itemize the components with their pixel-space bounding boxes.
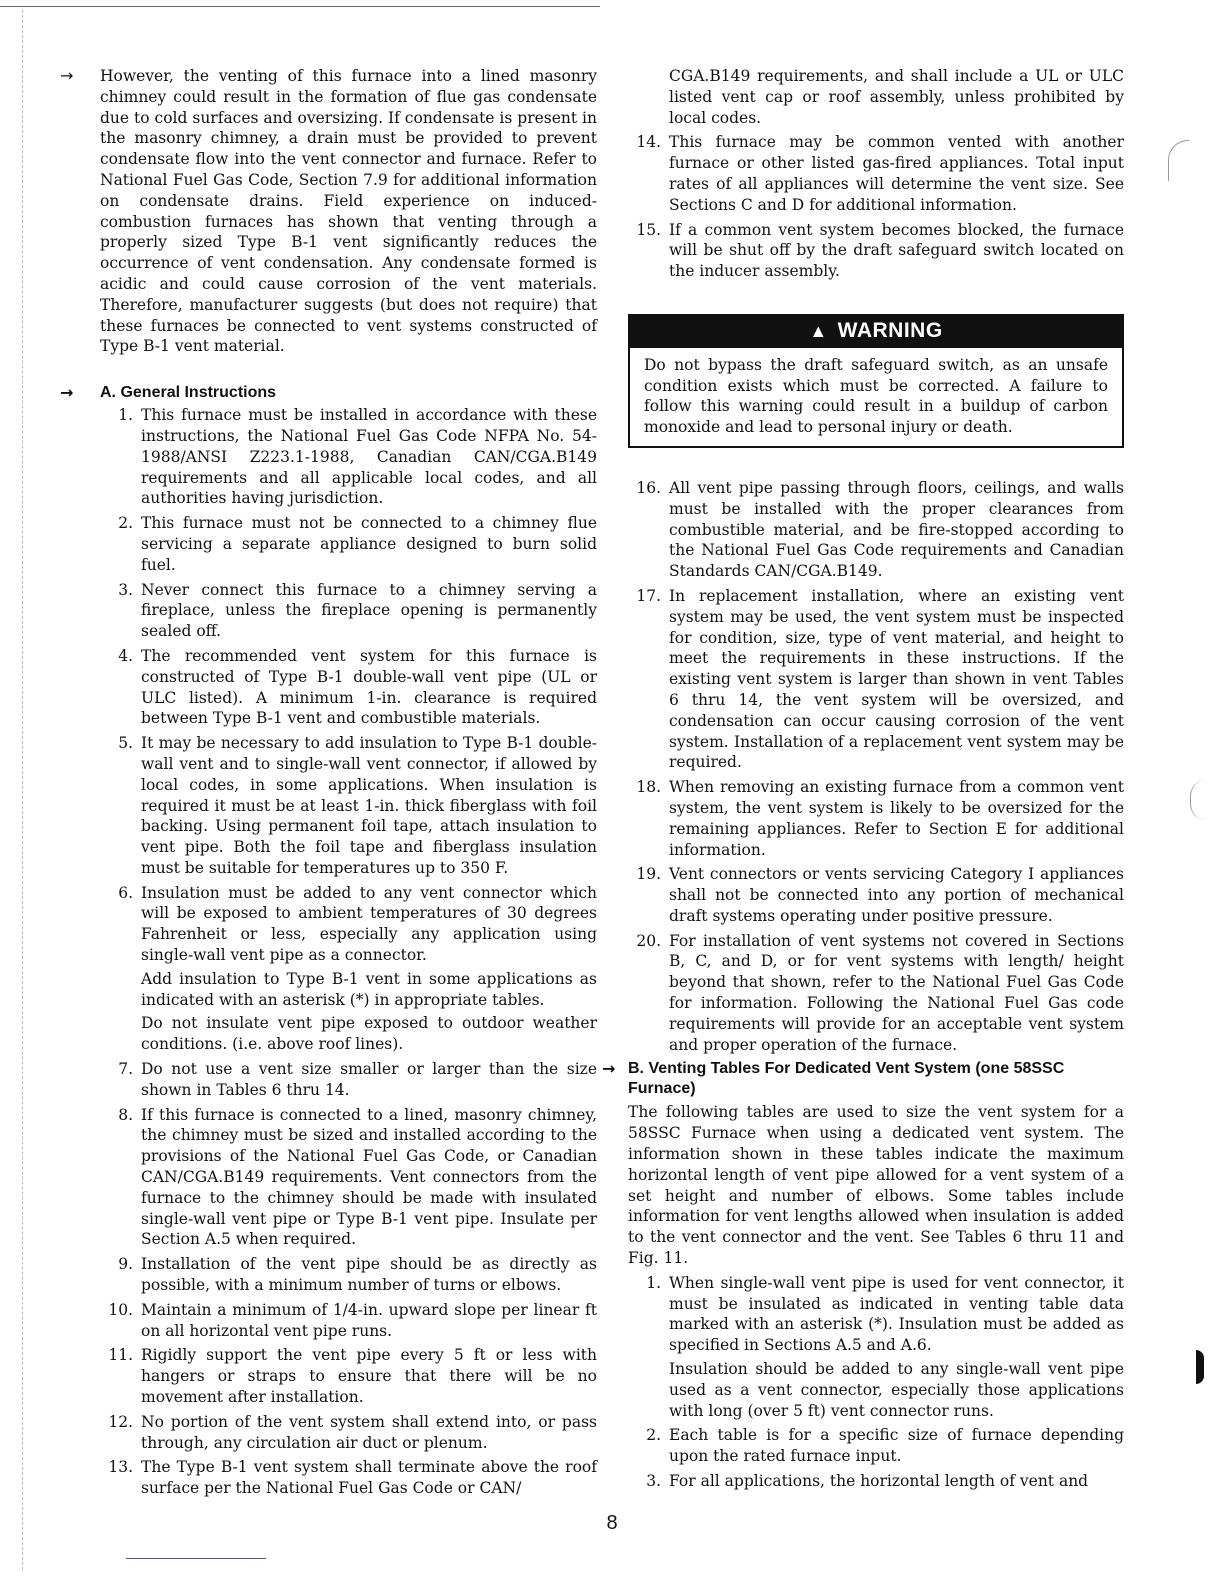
warning-header xyxy=(630,316,1122,348)
scan-mark xyxy=(1168,140,1189,181)
scan-mark xyxy=(1190,780,1207,820)
item-text: The Type B-1 vent system shall terminate above the roof surface per the National Fuel Gas Code or CAN/ xyxy=(141,1458,597,1498)
item-text: Rigidly support the vent pipe every 5 ft or less with hangers or straps to ensure that there will be no movement after installation. xyxy=(141,1346,597,1407)
list-item xyxy=(628,777,1124,860)
section-a-list-continued-2 xyxy=(628,478,1124,1056)
list-item xyxy=(628,478,1124,582)
section-a-list xyxy=(100,405,597,1499)
item-number: 13. xyxy=(108,1458,133,1477)
list-item xyxy=(628,1425,1124,1467)
item-text: Maintain a minimum of 1/4-in. upward slope per linear ft on all horizontal vent pipe runs. xyxy=(141,1300,597,1340)
section-a-title: A. General Instructions xyxy=(100,384,277,402)
left-column xyxy=(60,66,597,1503)
list-item xyxy=(628,1273,1124,1422)
item-text: The recommended vent system for this furnace is constructed of Type B-1 double-wall vent pipe (UL or ULC listed). A minimum 1-in. clearance is required between Type B-1 vent and combustible materials. xyxy=(141,646,597,728)
item-number: 10. xyxy=(108,1300,133,1319)
item-number: 11. xyxy=(108,1346,133,1365)
list-item xyxy=(100,1105,597,1251)
list-item xyxy=(100,733,597,879)
item-number: 9. xyxy=(118,1255,133,1274)
item-text: If a common vent system becomes blocked, the furnace will be shut off by the draft safeguard switch located on the inducer assembly. xyxy=(669,220,1124,281)
list-item xyxy=(628,931,1124,1056)
section-b-list xyxy=(628,1273,1124,1492)
section-b-heading xyxy=(602,1059,1124,1099)
item-text: For all applications, the horizontal length of vent and xyxy=(669,1472,1089,1491)
item-text: Insulation must be added to any vent connector which will be exposed to ambient temperatures of 30 degrees Fahrenheit or less, especially any application using single-wall vent pipe as a connector. xyxy=(141,883,597,965)
item-number: 18. xyxy=(636,778,661,797)
right-column xyxy=(602,66,1124,1496)
item-text: When removing an existing furnace from a common vent system, the vent system is likely to be oversized for the remaining appliances. Refer to Section E for additional information. xyxy=(669,778,1124,859)
item-text: This furnace may be common vented with another furnace or other listed gas-fired appliances. Total input rates of all appliances will determine the vent size. See Sections C and D for additional information. xyxy=(669,133,1124,214)
list-item xyxy=(628,586,1124,773)
item-number: 5. xyxy=(118,734,133,753)
list-item xyxy=(100,1300,597,1342)
item-text: If this furnace is connected to a lined, masonry chimney, the chimney must be sized and installed according to the provisions of the National Fuel Gas Code, or Canadian CAN/CGA.B149 requirements. Vent connectors from the furnace to the chimney should be made with insulated single-wall vent pipe or Type B-1 vent pipe. Insulate per Section A.5 when required. xyxy=(141,1105,597,1249)
footnote-rule xyxy=(126,1558,266,1559)
list-item xyxy=(100,1412,597,1454)
list-item xyxy=(628,132,1124,215)
intro-text: However, the venting of this furnace into a lined masonry chimney could result in the formation of flue gas condensate due to cold surfaces and oversizing. If condensate is present in the masonry chimney, a drain must be provided to prevent condensate flow into the vent connector and furnace. Refer to National Fuel Gas Code, Section 7.9 for additional information on condensate drains. Field experience on induced-combustion furnaces has shown that venting through a properly sized Type B-1 vent significantly reduces the occurrence of vent condensation. Any condensate formed is acidic and could cause corrosion of the vent materials. Therefore, manufacturer suggests (but does not require) that these furnaces be connected to vent systems constructed of Type B-1 vent material. xyxy=(100,67,597,356)
top-rule xyxy=(0,6,600,7)
list-item xyxy=(628,1471,1124,1492)
list-item xyxy=(100,513,597,575)
warning-text: Do not bypass the draft safeguard switch, as an unsafe condition exists which must be corrected. A failure to follow this warning could result in a buildup of carbon monoxide and lead to personal injury or death. xyxy=(644,355,1108,437)
item-text: This furnace must not be connected to a chimney flue servicing a separate appliance designed to burn solid fuel. xyxy=(141,514,597,574)
item-number: 1. xyxy=(646,1273,661,1292)
warning-title: WARNING xyxy=(837,318,943,342)
item-text: Never connect this furnace to a chimney serving a fireplace, unless the fireplace opening is permanently sealed off. xyxy=(141,580,597,641)
item-text: For installation of vent systems not covered in Sections B, C, and D, or for vent systems with length/ height beyond that shown, refer to the National Fuel Gas Code for information. Following the National Fuel Gas code requirements will provide for an acceptable vent system and proper operation of the furnace. xyxy=(669,931,1124,1054)
item-text: It may be necessary to add insulation to Type B-1 double-wall vent and to single-wall vent connector, if allowed by local codes, in some applications. When insulation is required it must be at least 1-in. thick fiberglass with foil backing. Using permanent foil tape, attach insulation to vent pipe. Both the foil tape and fiberglass insulation must be suitable for temperatures up to 350 F. xyxy=(141,734,597,877)
intro-paragraph xyxy=(60,66,597,357)
item-number: 7. xyxy=(118,1060,133,1079)
list-item xyxy=(628,864,1124,926)
scan-edge xyxy=(22,10,23,1570)
item-number: 1. xyxy=(118,406,133,425)
item-text: When single-wall vent pipe is used for vent connector, it must be insulated as indicated in venting table data marked with an asterisk (*). Insulation must be added as specified in Sections A.5 and A.6. xyxy=(669,1273,1124,1355)
item-number: 2. xyxy=(646,1426,661,1445)
item-number: 2. xyxy=(118,514,133,533)
warning-box xyxy=(628,314,1124,448)
item-subparagraph: Insulation should be added to any single-wall vent pipe used as a vent connector, especially those applications with long (over 5 ft) vent connector runs. xyxy=(669,1360,1124,1420)
item-number: 17. xyxy=(636,586,661,605)
item-text: No portion of the vent system shall extend into, or pass through, any circulation air duct or plenum. xyxy=(141,1412,597,1452)
item-subparagraph: Add insulation to Type B-1 vent in some applications as indicated with an asterisk (*) in appropriate tables. xyxy=(141,969,597,1009)
change-arrow-icon: → xyxy=(602,1059,616,1079)
item-number: 3. xyxy=(118,580,133,599)
item-text: In replacement installation, where an existing vent system may be used, the vent system must be inspected for condition, size, type of vent material, and height to meet the requirements in these instructions. If the existing vent system is larger than shown in vent Tables 6 thru 14, the vent system will be oversized, and condensation can occur causing corrosion of the vent system. Installation of a replacement vent system may be required. xyxy=(669,586,1124,772)
list-item xyxy=(100,883,597,1055)
item-text: This furnace must be installed in accordance with these instructions, the National Fuel Gas Code NFPA No. 54-1988/ANSI Z223.1-1988, Canadian CAN/CGA.B149 requirements and all applicable local codes, and all authorities having jurisdiction. xyxy=(141,406,597,508)
item-number: 3. xyxy=(646,1472,661,1491)
item-text: Vent connectors or vents servicing Category I appliances shall not be connected into any portion of mechanical draft systems operating under positive pressure. xyxy=(669,865,1124,925)
item-number: 4. xyxy=(118,646,133,665)
list-item xyxy=(100,1345,597,1407)
item-number: 19. xyxy=(636,865,661,884)
item-number: 6. xyxy=(118,883,133,902)
item-text: Installation of the vent pipe should be as directly as possible, with a minimum number of turns or elbows. xyxy=(141,1255,597,1295)
item-number: 16. xyxy=(636,478,661,497)
list-item xyxy=(100,1457,597,1499)
item-text: Each table is for a specific size of furnace depending upon the rated furnace input. xyxy=(669,1426,1124,1466)
list-item xyxy=(100,646,597,729)
item-text: Do not use a vent size smaller or larger than the size shown in Tables 6 thru 14. xyxy=(141,1060,597,1099)
section-b-title: B. Venting Tables For Dedicated Vent System (one 58SSC Furnace) xyxy=(628,1060,1065,1098)
page-number: 8 xyxy=(606,1512,618,1534)
list-item xyxy=(100,1254,597,1296)
list-item xyxy=(100,580,597,642)
list-item xyxy=(100,1059,597,1101)
item-subparagraph: Do not insulate vent pipe exposed to outdoor weather conditions. (i.e. above roof lines). xyxy=(141,1014,597,1054)
warning-triangle-icon: ▲ xyxy=(809,320,828,341)
item-number: 8. xyxy=(118,1105,133,1124)
section-b-intro: The following tables are used to size the vent system for a 58SSC Furnace when using a dedicated vent system. The information shown in these tables indicate the maximum horizontal length of vent pipe allowed for a vent system of a set height and number of elbows. Some tables include information for vent lengths allowed when insulation is added to the vent connector and the vent. See Tables 6 thru 11 and Fig. 11. xyxy=(628,1103,1124,1268)
section-a-list-continued xyxy=(628,132,1124,282)
section-a-heading xyxy=(60,383,597,403)
list-item xyxy=(628,220,1124,282)
change-arrow-icon: → xyxy=(60,383,74,403)
item-number: 14. xyxy=(636,133,661,152)
item-13-continuation: CGA.B149 requirements, and shall include a UL or ULC listed vent cap or roof assembly, unless prohibited by local codes. xyxy=(669,67,1124,127)
item-text: All vent pipe passing through floors, ceilings, and walls must be installed with the proper clearances from combustible material, and be fire-stopped according to the National Fuel Gas Code requirements and Canadian Standards CAN/CGA.B149. xyxy=(669,478,1124,581)
punch-hole-mark xyxy=(1196,1350,1204,1384)
item-number: 15. xyxy=(636,220,661,239)
change-arrow-icon: → xyxy=(60,66,74,85)
item-number: 12. xyxy=(108,1412,133,1431)
item-number: 20. xyxy=(636,931,661,950)
list-item xyxy=(100,405,597,509)
